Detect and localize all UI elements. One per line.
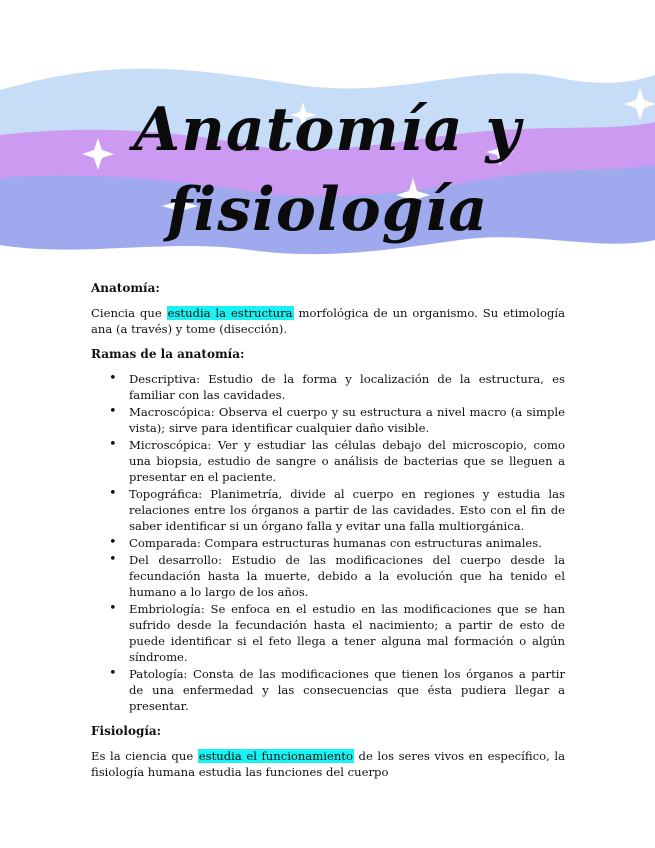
list-item: • Embriología: Se enfoca en el estudio en las modificaciones que se han sufrido desde la fecundación hasta el nacimiento; a partir de esto de puede identificar si el feto llega a tener alguna mal formación o algún síndrome.	[129, 601, 565, 665]
definition-text: Ciencia que	[91, 306, 167, 320]
page-title-line-2: fisiología	[166, 175, 489, 245]
section-heading-fisiologia: Fisiología:	[91, 724, 162, 738]
title-banner	[0, 60, 655, 280]
definition-text: de los seres vivos en específico, la fisiología humana estudia las funciones del cuerpo	[91, 749, 565, 779]
list-item: • Del desarrollo: Estudio de las modificaciones del cuerpo desde la fecundación hasta la muerte, debido a la evolución que ha tenido el humano a lo largo de los años.	[129, 552, 565, 600]
list-item: • Patología: Consta de las modificaciones que tienen los órganos a partir de una enfermedad y las consecuencias que ésta pudiera llegar a presentar.	[129, 666, 565, 714]
page-title-line-1: Anatomía y	[133, 95, 522, 165]
section-heading-anatomia: Anatomía:	[91, 281, 160, 295]
list-item: • Descriptiva: Estudio de la forma y localización de la estructura, es familiar con las cavidades.	[129, 371, 565, 403]
list-item: • Macroscópica: Observa el cuerpo y su estructura a nivel macro (a simple vista); sirve para identificar cualquier daño visible.	[129, 404, 565, 436]
list-item: • Comparada: Compara estructuras humanas con estructuras animales.	[129, 535, 565, 551]
wave-bands	[0, 60, 655, 280]
definition-text: morfológica de un organismo. Su etimología ana (a través) y tome (disección).	[91, 306, 565, 336]
list-item: • Microscópica: Ver y estudiar las células debajo del microscopio, como una biopsia, estudio de sangre o análisis de bacterias que se lleguen a presentar en el paciente.	[129, 437, 565, 485]
definition-text: Es la ciencia que	[91, 749, 198, 763]
anatomia-definition	[91, 305, 565, 337]
fisiologia-definition	[91, 748, 565, 780]
highlighted-text: estudia la estructura	[167, 306, 293, 320]
highlighted-text: estudia el funcionamiento	[198, 749, 353, 763]
list-item: • Topográfica: Planimetría, divide al cuerpo en regiones y estudia las relaciones entre los órganos a partir de las cavidades. Esto con el fin de saber identificar si un órgano falla y evitar una falla multiorgánica.	[129, 486, 565, 534]
ramas-list	[91, 371, 565, 714]
document-body	[91, 280, 565, 789]
section-heading-ramas: Ramas de la anatomía:	[91, 347, 245, 361]
